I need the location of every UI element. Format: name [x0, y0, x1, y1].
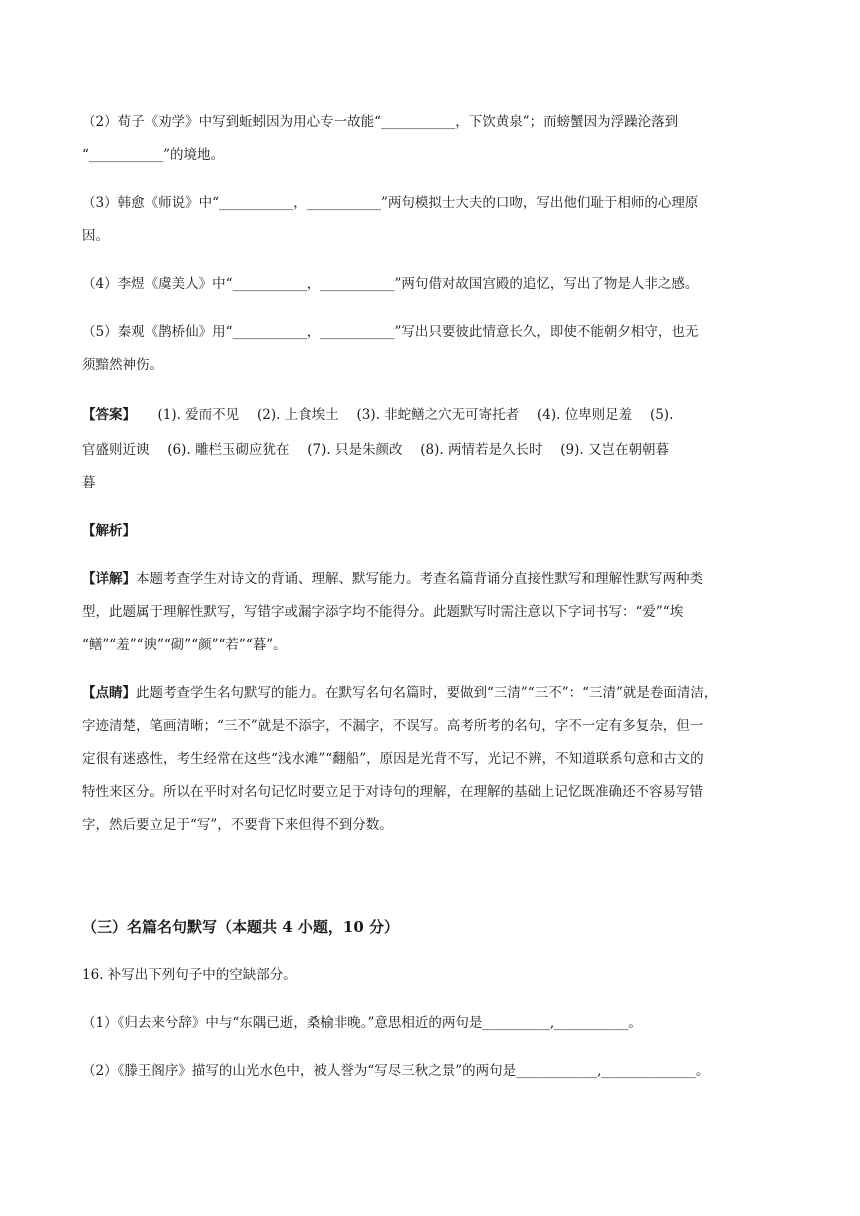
- question-4-line: （4）李煜《虞美人》中“___________，___________”两句借对故国宫殿的追忆，写出了物是人非之感。: [82, 276, 699, 292]
- comment-line-2: 字迹清楚，笔画清晰；“三不”就是不添字，不漏字，不误写。高考所考的名句，字不一定有多复杂，但一: [82, 718, 704, 734]
- comment-text-1: 此题考查学生名句默写的能力。在默写名句名篇时，要做到“三清”“三不”：“三清”就是卷面清洁，: [136, 685, 718, 701]
- section-heading: （三）名篇名句默写（本题共 4 小题，10 分）: [82, 918, 399, 936]
- analysis-tag-line: [82, 521, 136, 541]
- comment-line-1: [82, 683, 717, 703]
- comment-line-5: 字，然后要立足于“写”，不要背下来但得不到分数。: [82, 817, 393, 833]
- question-16-part-1: （1）《归去来兮辞》中与“东隅已逝，桑榆非晚。”意思相近的两句是__________,___________。: [82, 1015, 642, 1031]
- question-5-line-1: （5）秦观《鹊桥仙》用“___________，___________”写出只要彼此情意长久，即使不能朝夕相守，也无: [82, 324, 699, 340]
- answer-tag: 【答案】: [82, 407, 136, 423]
- comment-line-4: 特性来区分。所以在平时对名句记忆时要立足于对诗句的理解，在理解的基础上记忆既准确还不容易写错: [82, 784, 703, 800]
- detail-line-1: [82, 569, 703, 589]
- comment-line-3: 定很有迷惑性，考生经常在这些“浅水滩”“翻船”，原因是光背不写，光记不辨，不知道联系句意和古文的: [82, 751, 704, 767]
- analysis-tag: 【解析】: [82, 523, 136, 539]
- question-2-line-2: “___________”的境地。: [82, 147, 225, 163]
- answer-line-3: 暮: [82, 475, 96, 491]
- detail-line-3: “鳝”“羞”“谀”“砌”“颜”“若”“暮”。: [82, 637, 287, 653]
- question-3-line-1: （3）韩愈《师说》中“___________，___________”两句模拟士大夫的口吻，写出他们耻于相师的心理原: [82, 195, 699, 211]
- answer-line-1: [82, 405, 673, 425]
- comment-tag: 【点睛】: [82, 685, 136, 701]
- detail-line-2: 型，此题属于理解性默写，写错字或漏字添字均不能得分。此题默写时需注意以下字词书写：“爱”“埃: [82, 604, 684, 620]
- question-16-stem: 16. 补写出下列句子中的空缺部分。: [82, 967, 297, 983]
- question-5-line-2: 须黯然神伤。: [82, 357, 163, 373]
- answer-line-2: 官盛则近谀 (6). 雕栏玉砌应犹在 (7). 只是朱颜改 (8). 两情若是久长时 (9). 又岂在朝朝暮: [82, 442, 669, 458]
- question-16-part-2: （2）《滕王阁序》描写的山光水色中，被人誉为“写尽三秋之景”的两句是____________,______________。: [82, 1063, 710, 1079]
- detail-text-1: 本题考查学生对诗文的背诵、理解、默写能力。考查名篇背诵分直接性默写和理解性默写两种类: [136, 571, 703, 587]
- detail-tag: 【详解】: [82, 571, 136, 587]
- answer-text-1: (1). 爱而不见 (2). 上食埃土 (3). 非蛇鳝之穴无可寄托者 (4). 位卑则足羞 (5).: [157, 407, 674, 423]
- question-3-line-2: 因。: [82, 228, 109, 244]
- question-2-line-1: （2）荀子《劝学》中写到蚯蚓因为用心专一故能“___________，下饮黄泉”；而螃蟹因为浮躁沦落到: [82, 114, 679, 130]
